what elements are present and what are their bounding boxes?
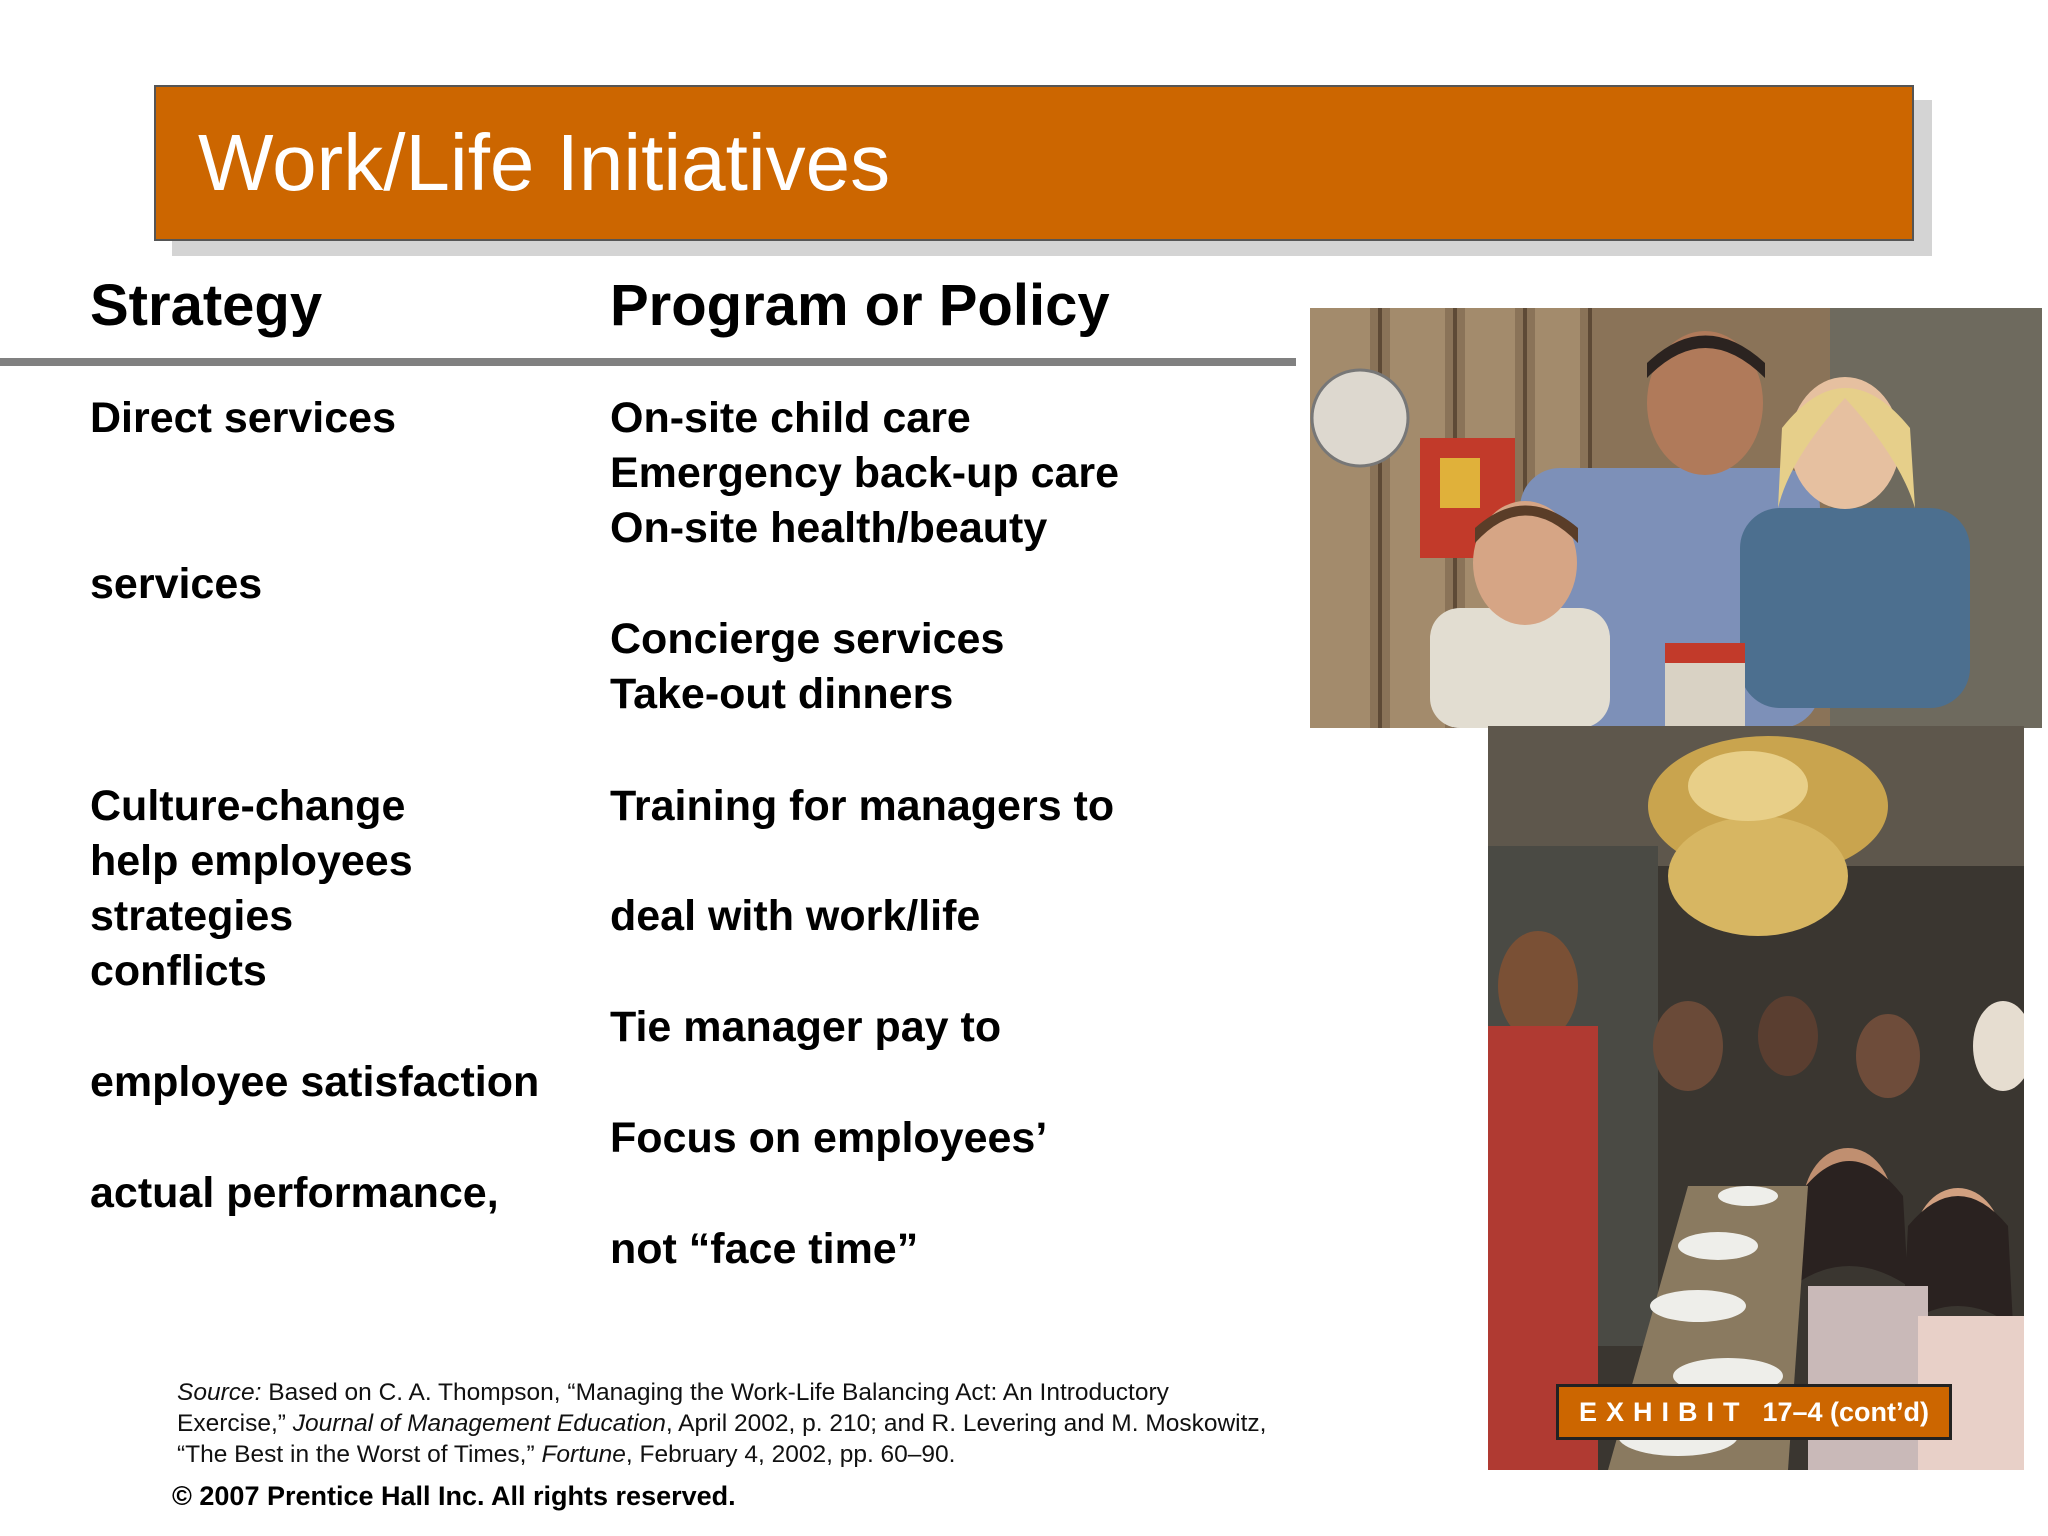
- program-line: Concierge services: [610, 615, 1005, 663]
- program-line: deal with work/life: [610, 892, 981, 940]
- strategy-line: conflicts: [90, 947, 267, 995]
- source-label: Source:: [177, 1379, 262, 1406]
- program-line: Training for managers to: [610, 782, 1115, 830]
- source-text-1: Based on C. A. Thompson, “Managing the Work-Life Balancing Act: An Introductory Exercise,”: [177, 1379, 1169, 1437]
- strategy-line: strategies: [90, 892, 294, 940]
- exhibit-label: [1556, 1384, 1952, 1440]
- source-note: [177, 1377, 1277, 1470]
- restaurant-photo: [1488, 726, 2024, 1470]
- strategy-line: Culture-change: [90, 782, 406, 830]
- program-line: not “face time”: [610, 1225, 919, 1273]
- header-divider: [0, 358, 1296, 366]
- program-line: Tie manager pay to: [610, 1003, 1002, 1051]
- title-banner: [154, 85, 1914, 241]
- source-magazine: Fortune: [541, 1441, 626, 1468]
- slide-title: Work/Life Initiatives: [198, 118, 891, 207]
- family-photo: [1310, 308, 2042, 728]
- exhibit-number: 17–4 (cont’d): [1762, 1396, 1930, 1427]
- strategy-line: actual performance,: [90, 1169, 499, 1217]
- strategy-line: Direct services: [90, 394, 396, 442]
- source-journal: Journal of Management Education: [292, 1410, 666, 1437]
- program-line: Take-out dinners: [610, 670, 954, 718]
- copyright-notice: © 2007 Prentice Hall Inc. All rights reserved.: [172, 1481, 736, 1511]
- strategy-line: employee satisfaction: [90, 1058, 540, 1106]
- source-text-2: , April 2002, p. 210; and R. Levering and M. Moskowitz, “The Best in the Worst of Times,”: [177, 1410, 1267, 1468]
- strategy-line: help employees: [90, 837, 413, 885]
- program-line: Focus on employees’: [610, 1114, 1048, 1162]
- program-line: Emergency back-up care: [610, 449, 1120, 497]
- exhibit-prefix: EXHIBIT: [1578, 1396, 1749, 1427]
- source-text-3: , February 4, 2002, pp. 60–90.: [625, 1441, 956, 1468]
- program-line: On-site health/beauty: [610, 504, 1048, 552]
- strategy-line: services: [90, 560, 263, 608]
- program-column-header: Program or Policy: [610, 273, 1110, 338]
- program-line: On-site child care: [610, 394, 971, 442]
- strategy-column-header: Strategy: [90, 273, 323, 338]
